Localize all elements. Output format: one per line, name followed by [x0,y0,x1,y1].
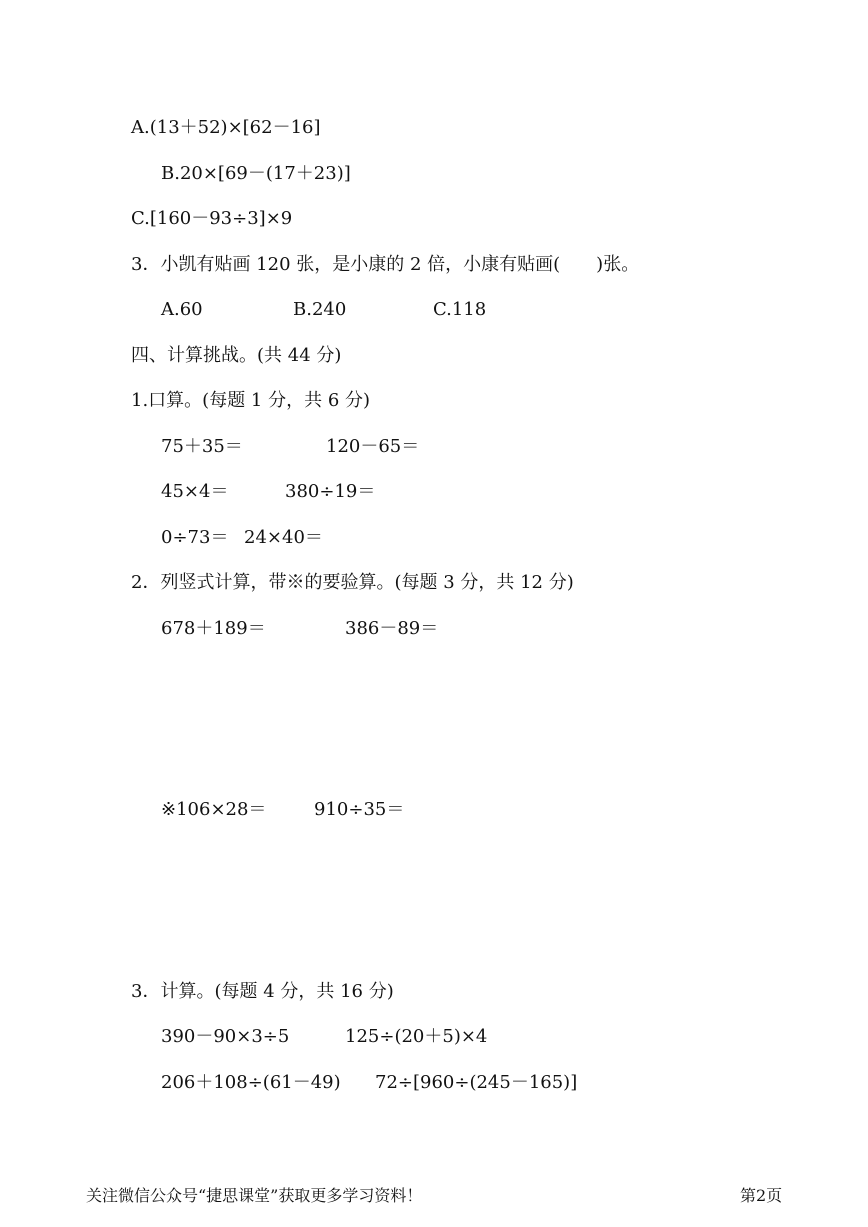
question-3-stem: 3．小凯有贴画 120 张，是小康的 2 倍，小康有贴画( )张。 [131,254,640,275]
vertical-heading: 2．列竖式计算，带※的要验算。(每题 3 分，共 12 分) [131,572,574,593]
compute-item: 125÷(20＋5)×4 [345,1026,488,1047]
q3-option-a: A.60 [161,299,203,320]
vertical-item: 678＋189＝ [161,618,266,639]
oral-item: 120－65＝ [326,436,420,457]
section-4-heading: 四、计算挑战。(共 44 分) [131,345,342,366]
oral-heading: 1.口算。(每题 1 分，共 6 分) [131,390,371,411]
q3-option-b: B.240 [293,299,347,320]
vertical-item: ※106×28＝ [161,799,267,820]
compute-item: 390－90×3÷5 [161,1026,290,1047]
compute-item: 206＋108÷(61－49) [161,1072,341,1093]
oral-item: 0÷73＝ [161,527,229,548]
vertical-item: 910÷35＝ [314,799,405,820]
oral-item: 24×40＝ [244,527,323,548]
choice-a: A.(13＋52)×[62－16] [131,117,321,138]
compute-item: 72÷[960÷(245－165)] [375,1072,578,1093]
oral-item: 45×4＝ [161,481,229,502]
choice-c: C.[160－93÷3]×9 [131,208,293,229]
choice-b: B.20×[69－(17＋23)] [161,163,351,184]
q3-option-c: C.118 [433,299,487,320]
compute-heading: 3．计算。(每题 4 分，共 16 分) [131,981,394,1002]
vertical-item: 386－89＝ [345,618,439,639]
page-number: 第2页 [740,1186,783,1205]
oral-item: 75＋35＝ [161,436,243,457]
footer-promo: 关注微信公众号“捷思课堂”获取更多学习资料！ [86,1186,423,1205]
oral-item: 380÷19＝ [285,481,376,502]
